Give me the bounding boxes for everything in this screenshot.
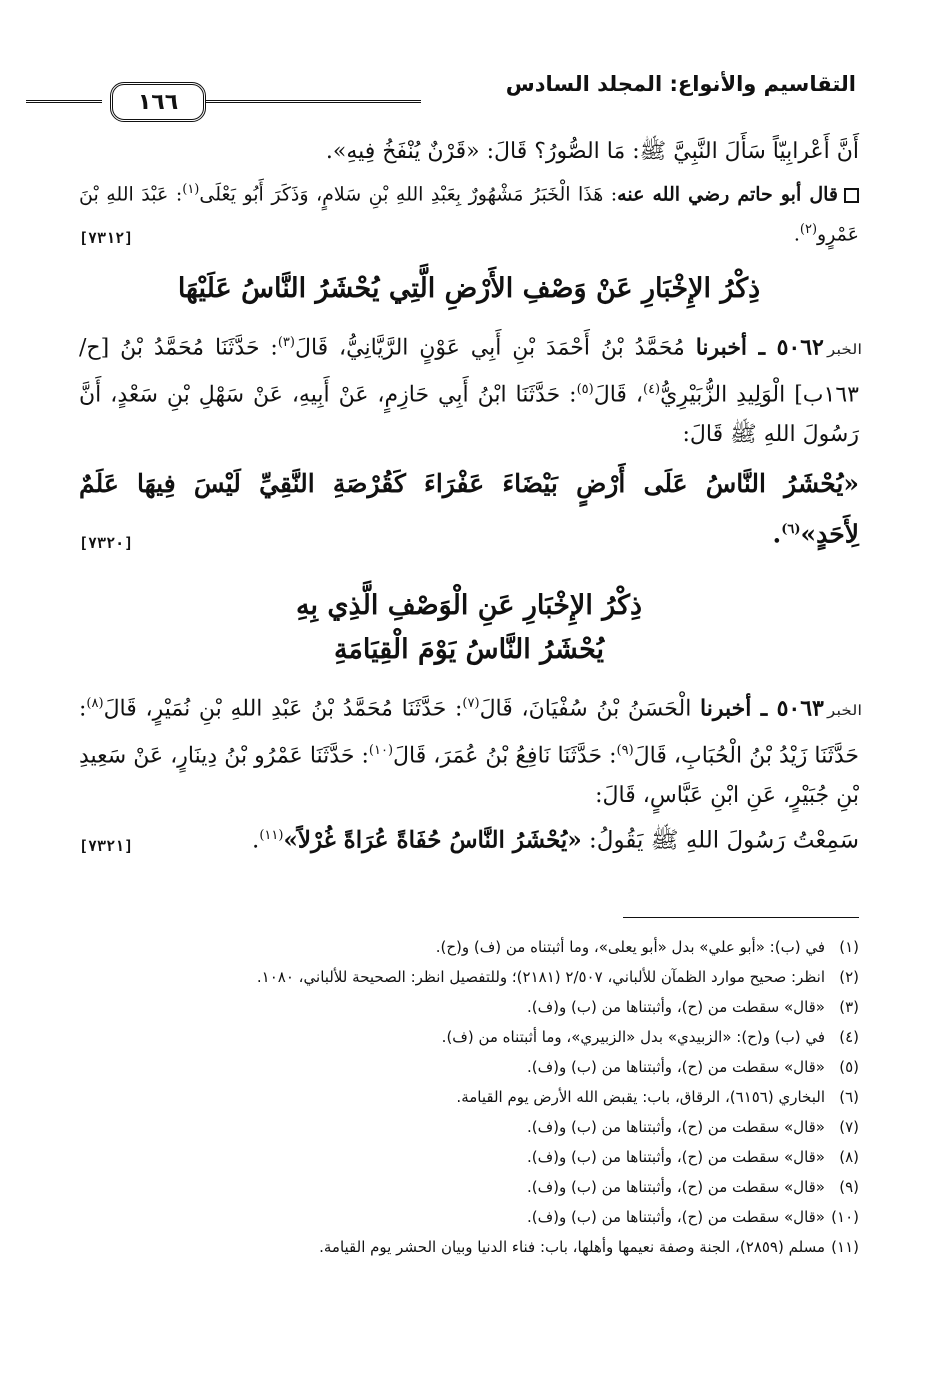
footnote-ref: (٣) [277, 334, 295, 350]
text-span: . [252, 827, 260, 854]
footnote-number: (٤) [839, 1028, 859, 1046]
footnote-text: البخاري (٦١٥٦)، الرقاق، باب: يقبض الله الأرض يوم القيامة. [456, 1088, 825, 1106]
isnad-paragraph [79, 684, 862, 817]
hadith-ref-number: [٧٣٢٠] [79, 533, 134, 552]
chapter-title: ذِكْرُ الإِخْبَارِ عَنْ وَصْفِ الأَرْضِ الَّتِي يُحْشَرُ النَّاسُ عَلَيْهَا [177, 272, 761, 304]
footnote-ref: (٦) [781, 522, 801, 538]
footnote-item [79, 992, 859, 1022]
speaker-label: قال أبو حاتم رضي الله عنه [617, 183, 839, 206]
footnote-text: «قال» سقطت من (ح)، وأثبتناها من (ب) و(ف). [526, 998, 825, 1016]
footnote-ref: (٤) [642, 381, 661, 397]
footnote-ref: (٩) [616, 742, 634, 758]
footnote-item [79, 1112, 859, 1142]
paragraph [79, 132, 859, 172]
matn-paragraph [79, 461, 859, 557]
akhbar-ornament-icon: الخبر [826, 702, 862, 719]
hadith-ref-number: [٧٣٢١] [79, 836, 134, 855]
footnote-text: «قال» سقطت من (ح)، وأثبتناها من (ب) و(ف). [526, 1208, 825, 1226]
matn-paragraph [79, 816, 859, 861]
chapter-title [79, 584, 859, 672]
footnote-ref: (٧) [462, 695, 480, 711]
footnote-item [79, 1142, 859, 1172]
hadith-number: ٥٠٦٢ ـ أخبرنا [695, 333, 824, 360]
footnote-number: (٥) [839, 1058, 859, 1076]
text-span: : عَبْدَ اللهِ بْنَ عَمْرٍو [79, 183, 859, 246]
footnote-item [79, 1232, 859, 1262]
hadith-ref-number: [٧٣١٢] [79, 228, 134, 247]
running-title: التقاسيم والأنواع: المجلد السادس [505, 72, 856, 96]
header-rule [186, 100, 421, 106]
footnote-number: (١١) [831, 1238, 859, 1256]
footnote-item [79, 1172, 859, 1202]
footnote-text: «قال» سقطت من (ح)، وأثبتناها من (ب) و(ف). [526, 1058, 825, 1076]
commentary [79, 172, 859, 253]
footnote-text: «قال» سقطت من (ح)، وأثبتناها من (ب) و(ف). [526, 1178, 825, 1196]
footnote-number: (٩) [839, 1178, 859, 1196]
matn-block [79, 461, 859, 557]
matn-text: «يُحْشَرُ النَّاسُ حُفَاةً عُرَاةً غُرْلاً» [283, 826, 582, 854]
footnote-text: مسلم (٢٨٥٩)، الجنة وصفة نعيمها وأهلها، باب: فناء الدنيا وبيان الحشر يوم القيامة. [319, 1238, 825, 1256]
text-span: . [772, 519, 782, 549]
page-number: ١٦٦ [110, 82, 206, 122]
footnote-text: في (ب): «أبو علي» بدل «أبو يعلى»، وما أثبتناه من (ف) و(ح). [435, 938, 825, 956]
footnote-number: (٦) [839, 1088, 859, 1106]
body-text [79, 132, 862, 861]
footnote-item [79, 1022, 859, 1052]
footnote-text: «قال» سقطت من (ح)، وأثبتناها من (ب) و(ف). [526, 1118, 825, 1136]
text-span: الْحَسَنُ بْنُ سُفْيَانَ، قَالَ [479, 695, 701, 721]
footnote-item [79, 1202, 859, 1232]
text-span: ، قَالَ [593, 382, 643, 408]
chapter-title-line: ذِكْرُ الإِخْبَارِ عَنِ الْوَصْفِ الَّذِي بِهِ [295, 589, 643, 621]
matn-block [79, 816, 859, 861]
footnote-ref: (١٠) [368, 742, 394, 758]
text-span: : حَدَّثَنَا مُحَمَّدُ بْنُ [ح/١٦٣ب] الْوَلِيدِ الزُّبَيْرِيُّ [79, 334, 859, 408]
isnad-paragraph [79, 323, 862, 456]
footnote-item [79, 962, 859, 992]
footnote-number: (٢) [839, 968, 859, 986]
footnote-ref: (٥) [576, 381, 594, 397]
matn-text: «يُحْشَرُ النَّاسُ عَلَى أَرْضٍ بَيْضَاءَ عَفْرَاءَ كَقُرْصَةِ النَّقِيِّ لَيْسَ فِيهَا عَلَمٌ لِأَحَدٍ» [79, 469, 859, 549]
footnote-text: في (ب) و(ح): «الزبيدي» بدل «الزبيري»، وما أثبتناه من (ف). [441, 1028, 825, 1046]
footnote-item [79, 1052, 859, 1082]
header-rule [26, 100, 102, 106]
text-span: : حَدَّثَنَا ابْنُ أَبِي حَازِمٍ، عَنْ أَبِيهِ، عَنْ سَهْلِ بْنِ سَعْدٍ، أَنَّ رَسُولَ اللهِ ﷺ قَالَ: [79, 382, 859, 448]
text-span: أَنَّ أَعْرابِيّاً سَأَلَ النَّبِيَّ ﷺ: مَا الصُّورُ؟ قَالَ: «قَرْنٌ يُنْفَخُ فِيهِ». [325, 139, 859, 164]
footnote-ref: (١١) [259, 828, 284, 844]
footnote-number: (٧) [839, 1118, 859, 1136]
text-span: : حَدَّثَنَا نَافِعُ بْنُ عُمَرَ، قَالَ [393, 743, 617, 769]
footnote-separator [623, 917, 859, 918]
footnote-number: (١٠) [831, 1208, 859, 1226]
footnote-text: انظر: صحيح موارد الظمآن للألباني، ٢/٥٠٧ (٢١٨١)؛ وللتفصيل انظر: الصحيحة للألباني، ١٠٨٠. [256, 968, 825, 986]
footnote-ref: (٢) [799, 222, 818, 238]
text-span: : حَدَّثَنَا زَيْدُ بْنُ الْحُبَابِ، قَالَ [79, 695, 860, 769]
text-span: : هَذَا الْخَبَرُ مَشْهُورٌ بِعَبْدِ اللهِ بْنِ سَلامٍ، وَذَكَرَ أَبُو يَعْلَى [199, 183, 618, 206]
footnote-text: «قال» سقطت من (ح)، وأثبتناها من (ب) و(ف). [526, 1148, 825, 1166]
text-span: : حَدَّثَنَا مُحَمَّدُ بْنُ عَبْدِ اللهِ بْنِ نُمَيْرٍ، قَالَ [103, 695, 463, 721]
footnote-number: (١) [839, 938, 859, 956]
footnotes [79, 932, 859, 1262]
text-span: سَمِعْتُ رَسُولَ اللهِ ﷺ يَقُولُ: [581, 827, 859, 854]
footnote-item [79, 932, 859, 962]
hadith-number: ٥٠٦٣ ـ أخبرنا [700, 694, 824, 721]
footnote-ref: (٨) [86, 695, 104, 711]
footnote-number: (٨) [839, 1148, 859, 1166]
footnote-ref: (١) [182, 182, 200, 197]
text-span: . [793, 223, 800, 246]
square-bullet-icon [844, 188, 859, 203]
paragraph [79, 172, 859, 253]
text-span: مُحَمَّدُ بْنُ أَحْمَدَ بْنِ أَبِي عَوْنٍ الرَّيَّانِيُّ، قَالَ [294, 334, 696, 360]
page-header [26, 62, 856, 124]
akhbar-ornament-icon: الخبر [826, 341, 862, 358]
text-span: : حَدَّثَنَا عَمْرُو بْنُ دِينَارٍ، عَنْ سَعِيدِ بْنِ جُبَيْرٍ، عَنِ ابْنِ عَبَّاسٍ، قَالَ: [79, 743, 859, 809]
footnote-number: (٣) [839, 998, 859, 1016]
chapter-title-line: يُحْشَرُ النَّاسُ يَوْمَ الْقِيَامَةِ [333, 633, 605, 665]
footnote-item [79, 1082, 859, 1112]
